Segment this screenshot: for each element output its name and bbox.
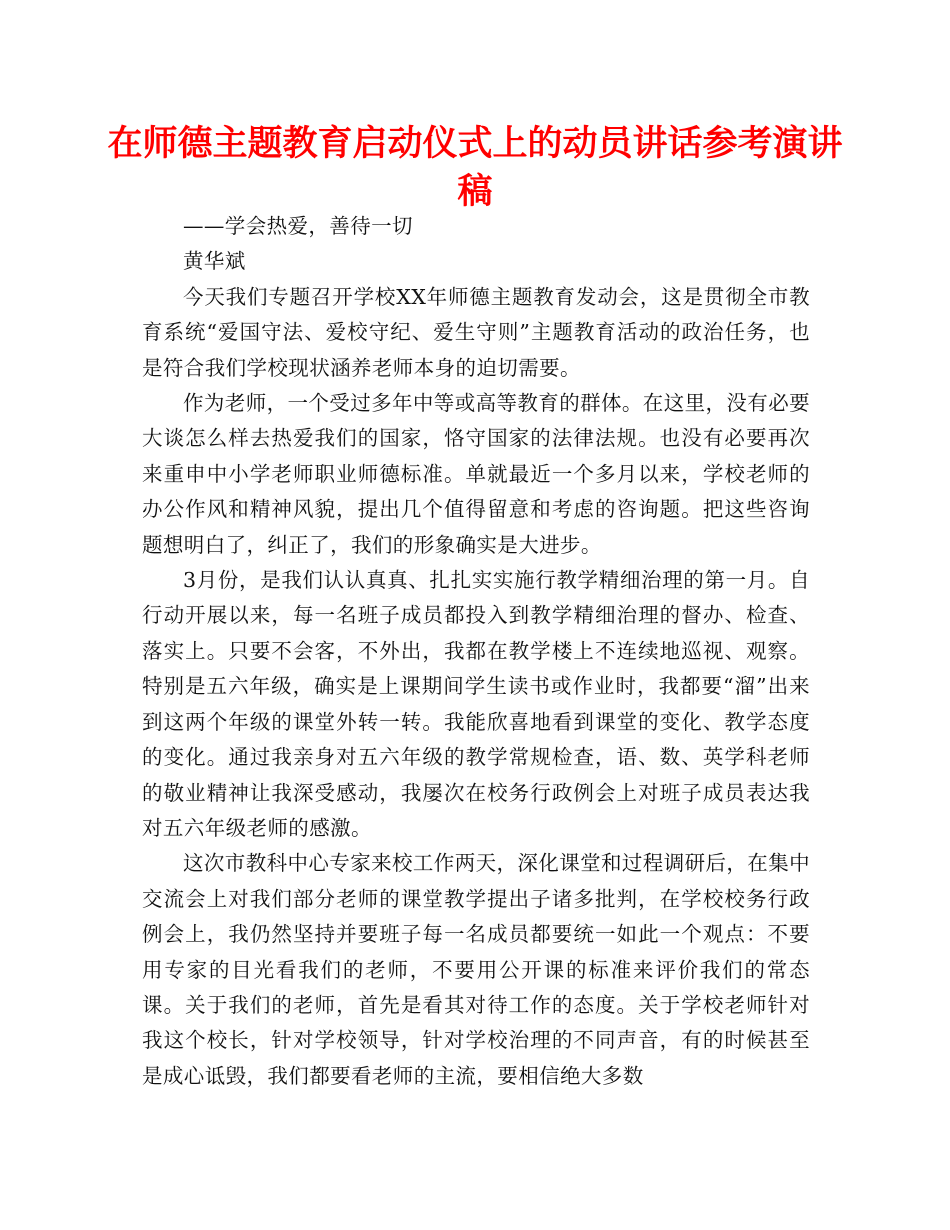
document-subtitle: ——学会热爱，善待一切 — [183, 214, 413, 238]
paragraph: 今天我们专题召开学校XX年师德主题教育发动会，这是贯彻全市教育系统“爱国守法、爱校守纪、爱生守则”主题教育活动的政治任务，也是符合我们学校现状涵养老师本身的迫切需要。 — [142, 284, 810, 380]
paragraph: 作为老师，一个受过多年中等或高等教育的群体。在这里，没有必要大谈怎么样去热爱我们的国家，恪守国家的法律法规。也没有必要再次来重申中小学老师职业师德标准。单就最近一个多月以来，学校老师的办公作风和精神风貌，提出几个值得留意和考虑的咨询题。把这些咨询题想明白了，纠正了，我们的形象确实是大进步。 — [142, 391, 810, 557]
document-body — [142, 209, 810, 1094]
document-author: 黄华斌 — [183, 249, 246, 274]
paragraph: 这次市教科中心专家来校工作两天，深化课堂和过程调研后，在集中交流会上对我们部分老师的课堂教学提出子诸多批判，在学校校务行政例会上，我仍然坚持并要班子每一名成员都要统一如此一个观点：不要用专家的目光看我们的老师，不要用公开课的标准来评价我们的常态课。关于我们的老师，首先是看其对待工作的态度。关于学校老师针对我这个校长，针对学校领导，针对学校治理的不同声音，有的时候甚至是成心诋毁，我们都要看老师的主流，要相信绝大多数 — [142, 851, 810, 1088]
paragraph: 3月份，是我们认认真真、扎扎实实施行教学精细治理的第一月。自行动开展以来，每一名班子成员都投入到教学精细治理的督办、检查、落实上。只要不会客，不外出，我都在教学楼上不连续地巡视、观察。特别是五六年级，确实是上课期间学生读书或作业时，我都要“溜”出来到这两个年级的课堂外转一转。我能欣喜地看到课堂的变化、教学态度的变化。通过我亲身对五六年级的教学常规检查，语、数、英学科老师的敬业精神让我深受感动，我屡次在校务行政例会上对班子成员表达我对五六年级老师的感激。 — [142, 568, 810, 840]
document-title: 在师德主题教育启动仪式上的动员讲话参考演讲稿 — [107, 124, 843, 212]
